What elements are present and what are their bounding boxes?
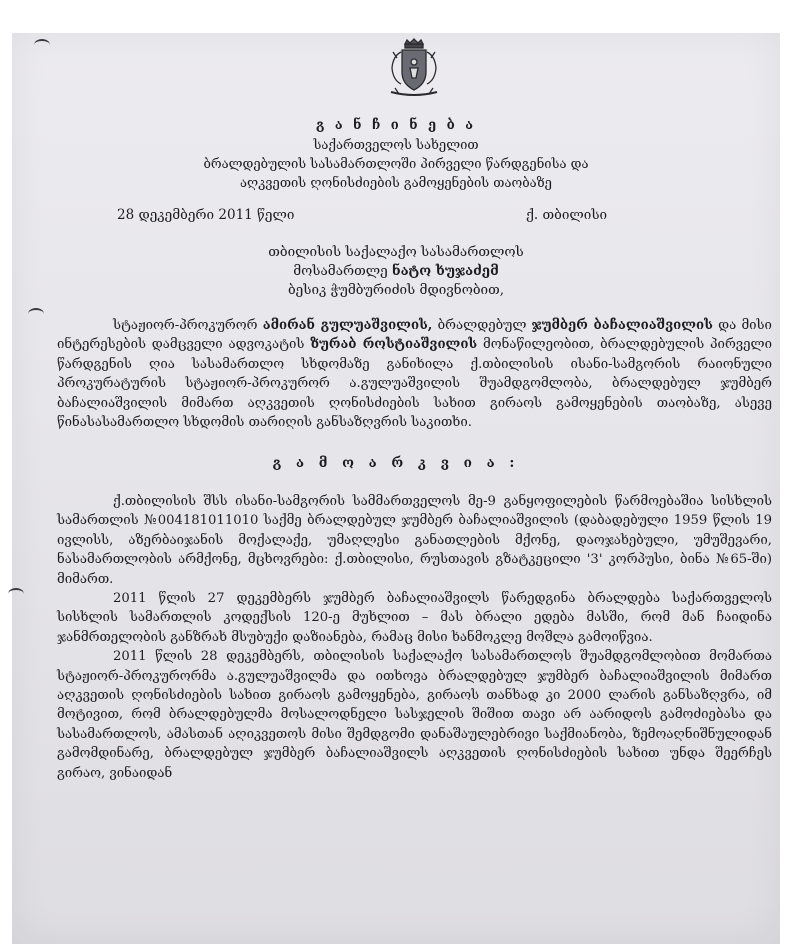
body-paragraph: 2011 წლის 27 დეკემბერს ჯუმბერ ბაჩალიაშვილს წარედგინა ბრალდება საქართველოს სისხლის სამართლის კოდექსის 120-ე მუხლით – მას ბრალი ედება მასში, რომ მან ჩაიდინა ჯანმრთელობის განზრახ მსუბუქი დაზიანება, რამაც მისი ხანმოკლე მოშლა გამოიწვია.: [57, 591, 772, 645]
document-place: ქ. თბილისი: [526, 207, 608, 223]
intro-text: მონაწილეობით, ბრალდებულის პირველი წარდგენის ღია სასამართლო სხდომაზე განიხილა ქ.თბილისის ისანი-სამგორის რაიონული პროკურატურის სტაჟიორ-პროკურორ ა.გულუაშვილის შუამდგომლობა, ბრალდებულ ჯუმბერ ბაჩალიაშვილის მიმართ აღკვეთის ღონისძიების სახით გირაოს გამოყენების თაობაზე, ასევე წინასასამართლო სხდომის თარიღის განსაზღვრის საკითხი.: [57, 337, 772, 431]
intro-text: სტაჟიორ-პროკურორ: [113, 318, 258, 333]
header-line: აღკვეთის ღონისძიების გამოყენების თაობაზე: [240, 176, 552, 191]
header-line: საქართველოს სახელით: [313, 138, 479, 153]
court-name: თბილისის საქალაქო სასამართლოს: [268, 244, 524, 260]
punch-hole-mark: [28, 308, 44, 320]
punch-hole-mark: [34, 39, 50, 51]
punch-hole-mark: [8, 588, 24, 600]
body-paragraph: ქ.თბილისის შსს ისანი-სამგორის სამმართველოს მე-9 განყოფილების წარმოებაშია სისხლის სამართლის №004181011010 საქმე ბრალდებულ ჯუმბერ ბაჩალიაშვილის (დაბადებული 1959 წლის 19 ივლისს, აზერბაიჯანის მოქალაქე, უმაღლესი განათლების მქონე, დაოჯახებული, უმუშევარი, ნასამართლობის არმქონე, მცხოვრები: ქ.თბილისი, რუსთავის გზატკეცილი '3' კორპუსი, ბინა №65-ში) მიმართ.: [57, 494, 772, 587]
body-paragraph: 2011 წლის 28 დეკემბერს, თბილისის საქალაქო სასამართლოს შუამდგომლობით მომართა სტაჟიორ-პროკურორმა ა.გულუაშვილმა და ითხოვა ბრალდებულ ჯუმბერ ბაჩალიაშვილის მიმართ აღკვეთის ღონისძიების სახით გირაოს გამოყენება, გირაოს თანხად კი 2000 ლარის განსაზღვრა, იმ მოტივით, რომ ბრალდებულმა მოსალოდნელი სასჯელის შიშით თავი არ აარიდოს გამოძიებასა და სასამართლოს, ამასთან აღიკვეთოს მისი შემდგომი დანაშაულებრივი საქმიანობა, ზემოაღნიშნულიდან გამომდინარე, ბრალდებულ ჯუმბერ ბაჩალიაშვილს აღკვეთის ღონისძიების სახით უნდა შეერჩეს გირაო, ვინაიდან: [57, 649, 772, 781]
judge-prefix: მოსამართლე: [293, 263, 388, 279]
intro-text: და მისი ინტერესების დამცველი ადვოკატის: [57, 318, 772, 353]
judge-line: [12, 263, 780, 279]
intro-paragraph: [57, 316, 772, 432]
document-date: 28 დეკემბერი 2011 წელი: [117, 207, 295, 223]
ruling-heading: გ ა მ ო ა რ კ ვ ი ა :: [272, 455, 520, 471]
prosecutor-name: ამირან გულუაშვილის,: [262, 318, 433, 333]
lawyer-name: ზურაბ როსტიაშვილის: [310, 337, 478, 353]
coat-of-arms-icon: [383, 38, 445, 100]
document-title: გ ა ნ ჩ ი ნ ე ბ ა: [315, 118, 477, 133]
body-text: [57, 492, 772, 783]
secretary-line: ბესიკ ჭუმბურიძის მდივნობით,: [287, 282, 505, 298]
intro-text: ბრალდებულ: [437, 318, 527, 333]
header-line: ბრალდებულის სასამართლოში პირველი წარდგენისა და: [203, 157, 589, 172]
judge-name: ნატო ხუჯაძემ: [392, 263, 499, 279]
accused-name: ჯუმბერ ბაჩალიაშვილის: [531, 318, 713, 333]
